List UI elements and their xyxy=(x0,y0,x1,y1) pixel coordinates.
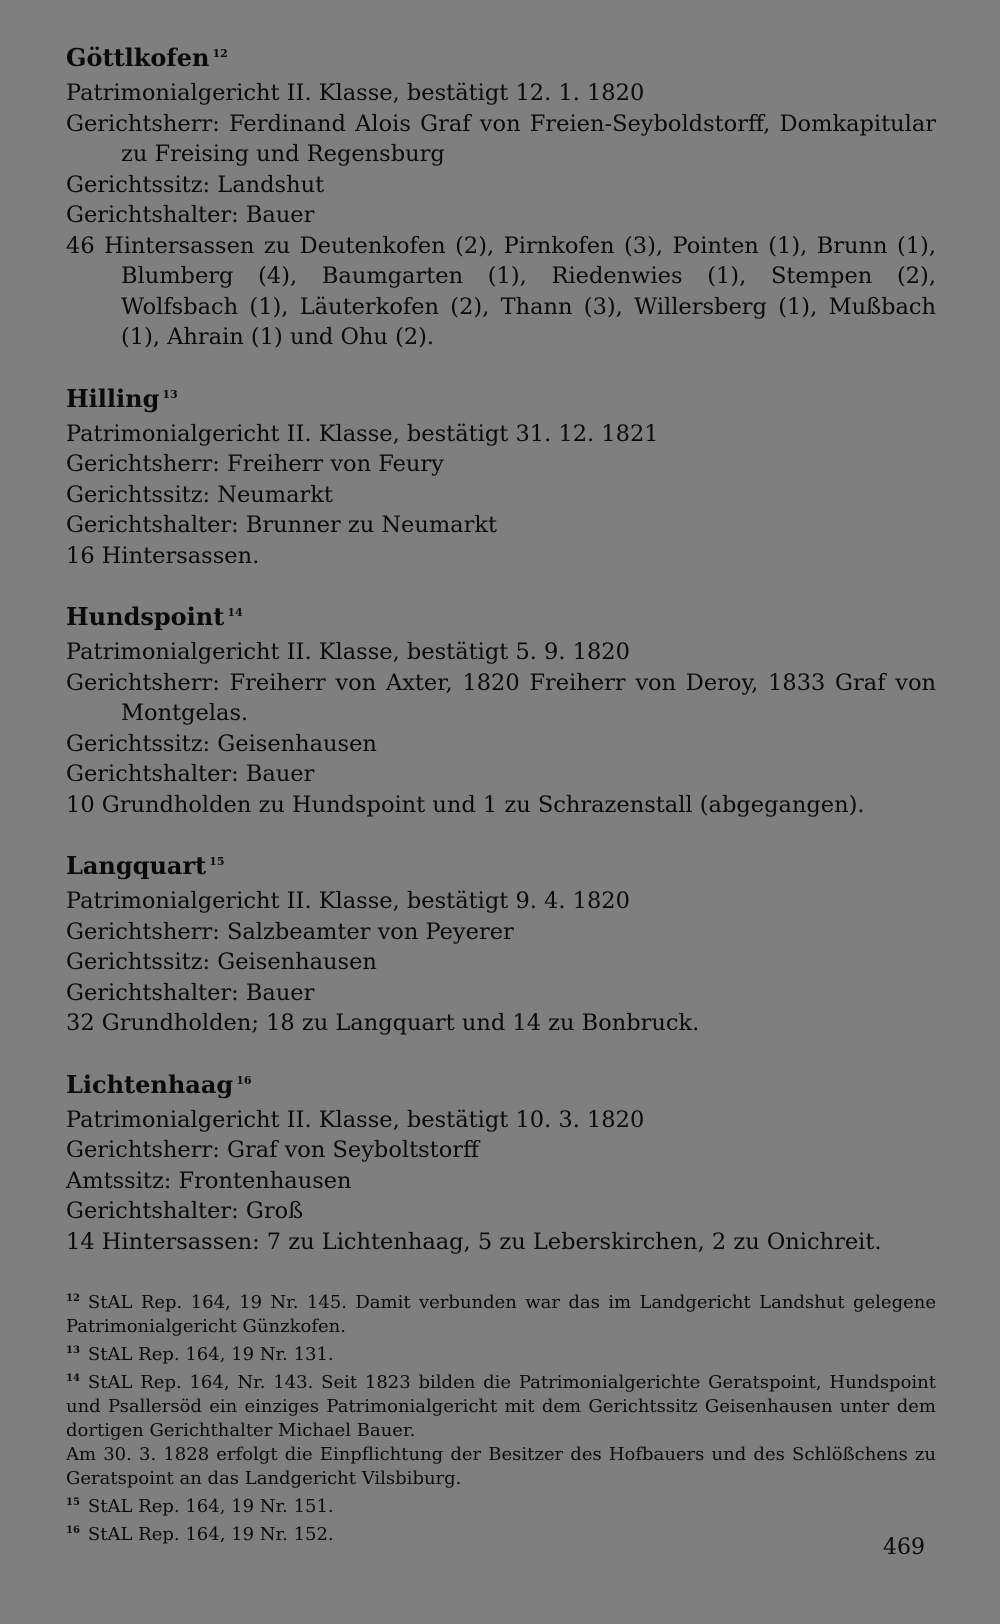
entry-line: Gerichtshalter: Bauer xyxy=(66,761,315,787)
entry-line: 14 Hintersassen: 7 zu Lichtenhaag, 5 zu Leberskirchen, 2 zu Onichreit. xyxy=(66,1228,882,1255)
entry-title-text: Göttlkofen xyxy=(66,43,210,72)
footnote-mark: 16 xyxy=(66,1525,80,1536)
footnote-text: StAL Rep. 164, 19 Nr. 131. xyxy=(87,1344,334,1365)
footnote-text: StAL Rep. 164, Nr. 143. Seit 1823 bilden die Patrimonialgerichte Geratspoint, Hundspoint und Psallersöd ein einziges Patrimonialgericht mit dem Gerichtssitz Geisenhausen unter dem dortigen Gerichthalter Michael Bauer. xyxy=(66,1372,936,1441)
entry-line: Patrimonialgericht II. Klasse, bestätigt 12. 1. 1820 xyxy=(66,80,645,106)
entry-line: Gerichtshalter: Bauer xyxy=(66,202,315,228)
entry-line: Gerichtsherr: Ferdinand Alois Graf von Freien-Seyboldstorff, Domkapitular zu Freising und Regensburg xyxy=(66,110,936,167)
entry xyxy=(66,1065,936,1258)
entry-title-text: Langquart xyxy=(66,851,207,880)
entry-title-text: Hundspoint xyxy=(66,602,225,631)
entries xyxy=(66,38,936,1257)
footnote-text: StAL Rep. 164, 19 Nr. 151. xyxy=(87,1496,334,1517)
entry-line: Gerichtssitz: Geisenhausen xyxy=(66,730,377,757)
footnote-ref: 13 xyxy=(162,387,178,401)
entry xyxy=(66,379,936,572)
entry-line: Patrimonialgericht II. Klasse, bestätigt 9. 4. 1820 xyxy=(66,888,630,914)
entry-line: Gerichtshalter: Bauer xyxy=(66,979,315,1006)
footnote-ref: 15 xyxy=(209,855,225,868)
footnote-mark: 12 xyxy=(66,1293,80,1304)
entry-line: 32 Grundholden; 18 zu Langquart und 14 zu Bonbruck. xyxy=(66,1010,700,1036)
entry xyxy=(66,38,936,353)
entry-line: Gerichtshalter: Brunner zu Neumarkt xyxy=(66,512,498,538)
footnote xyxy=(66,1367,936,1443)
entry-line: Patrimonialgericht II. Klasse, bestätigt 5. 9. 1820 xyxy=(66,639,630,665)
entry-line: Gerichtshalter: Groß xyxy=(66,1198,304,1224)
entry-line: 10 Grundholden zu Hundspoint und 1 zu Schrazenstall (abgegangen). xyxy=(66,791,865,818)
footnote xyxy=(66,1339,936,1367)
footnotes xyxy=(66,1287,936,1547)
document-page xyxy=(66,38,936,1547)
entry-line: Patrimonialgericht II. Klasse, bestätigt 10. 3. 1820 xyxy=(66,1106,645,1133)
footnote-ref: 16 xyxy=(236,1073,252,1087)
page-number: 469 xyxy=(883,1535,925,1560)
footnote xyxy=(66,1519,936,1547)
footnote-text: StAL Rep. 164, 19 Nr. 145. Damit verbunden war das im Landgericht Landshut gelegene Patrimonialgericht Günzkofen. xyxy=(66,1292,936,1337)
entry-line: 16 Hintersassen. xyxy=(66,542,260,569)
entry-title xyxy=(66,597,936,633)
entry xyxy=(66,846,936,1039)
footnote-ref: 12 xyxy=(212,47,228,60)
footnote-mark: 14 xyxy=(66,1373,80,1384)
footnote-ref: 14 xyxy=(227,606,243,619)
entry-line: Patrimonialgericht II. Klasse, bestätigt 31. 12. 1821 xyxy=(66,420,659,447)
entry-title xyxy=(66,38,936,74)
footnote-mark: 15 xyxy=(66,1497,80,1508)
entry-line: Amtssitz: Frontenhausen xyxy=(66,1167,352,1194)
footnote xyxy=(66,1491,936,1519)
entry-line: Gerichtsherr: Freiherr von Feury xyxy=(66,451,444,477)
footnote xyxy=(66,1443,936,1491)
entry-line: Gerichtssitz: Neumarkt xyxy=(66,481,333,508)
entry-line: Gerichtsherr: Freiherr von Axter, 1820 Freiherr von Deroy, 1833 Graf von Montgelas. xyxy=(66,669,936,726)
entry-line: Gerichtsherr: Graf von Seyboltstorff xyxy=(66,1137,479,1163)
entry-line: Gerichtsherr: Salzbeamter von Peyerer xyxy=(66,918,514,945)
footnote-text: StAL Rep. 164, 19 Nr. 152. xyxy=(87,1524,334,1545)
entry-line: Gerichtssitz: Geisenhausen xyxy=(66,949,377,975)
entry-title xyxy=(66,846,936,882)
entry xyxy=(66,597,936,820)
entry-title xyxy=(66,1065,936,1101)
entry-title-text: Hilling xyxy=(66,383,160,413)
footnote-text: Am 30. 3. 1828 erfolgt die Einpflichtung der Besitzer des Hofbauers und des Schlößchens zu Geratspoint an das Landgericht Vilsbiburg. xyxy=(66,1444,936,1489)
footnote-mark: 13 xyxy=(66,1345,80,1356)
entry-title xyxy=(66,379,936,415)
entry-title-text: Lichtenhaag xyxy=(66,1069,234,1099)
footnote xyxy=(66,1287,936,1339)
entry-line: 46 Hintersassen zu Deutenkofen (2), Pirnkofen (3), Pointen (1), Brunn (1), Blumberg (4), Baumgarten (1), Riedenwies (1), Stempen (2), Wolfsbach (1), Läuterkofen (2), Thann (3), Willersberg (1), Mußbach (1), Ahrain (1) und Ohu (2). xyxy=(66,232,936,350)
entry-line: Gerichtssitz: Landshut xyxy=(66,171,325,198)
